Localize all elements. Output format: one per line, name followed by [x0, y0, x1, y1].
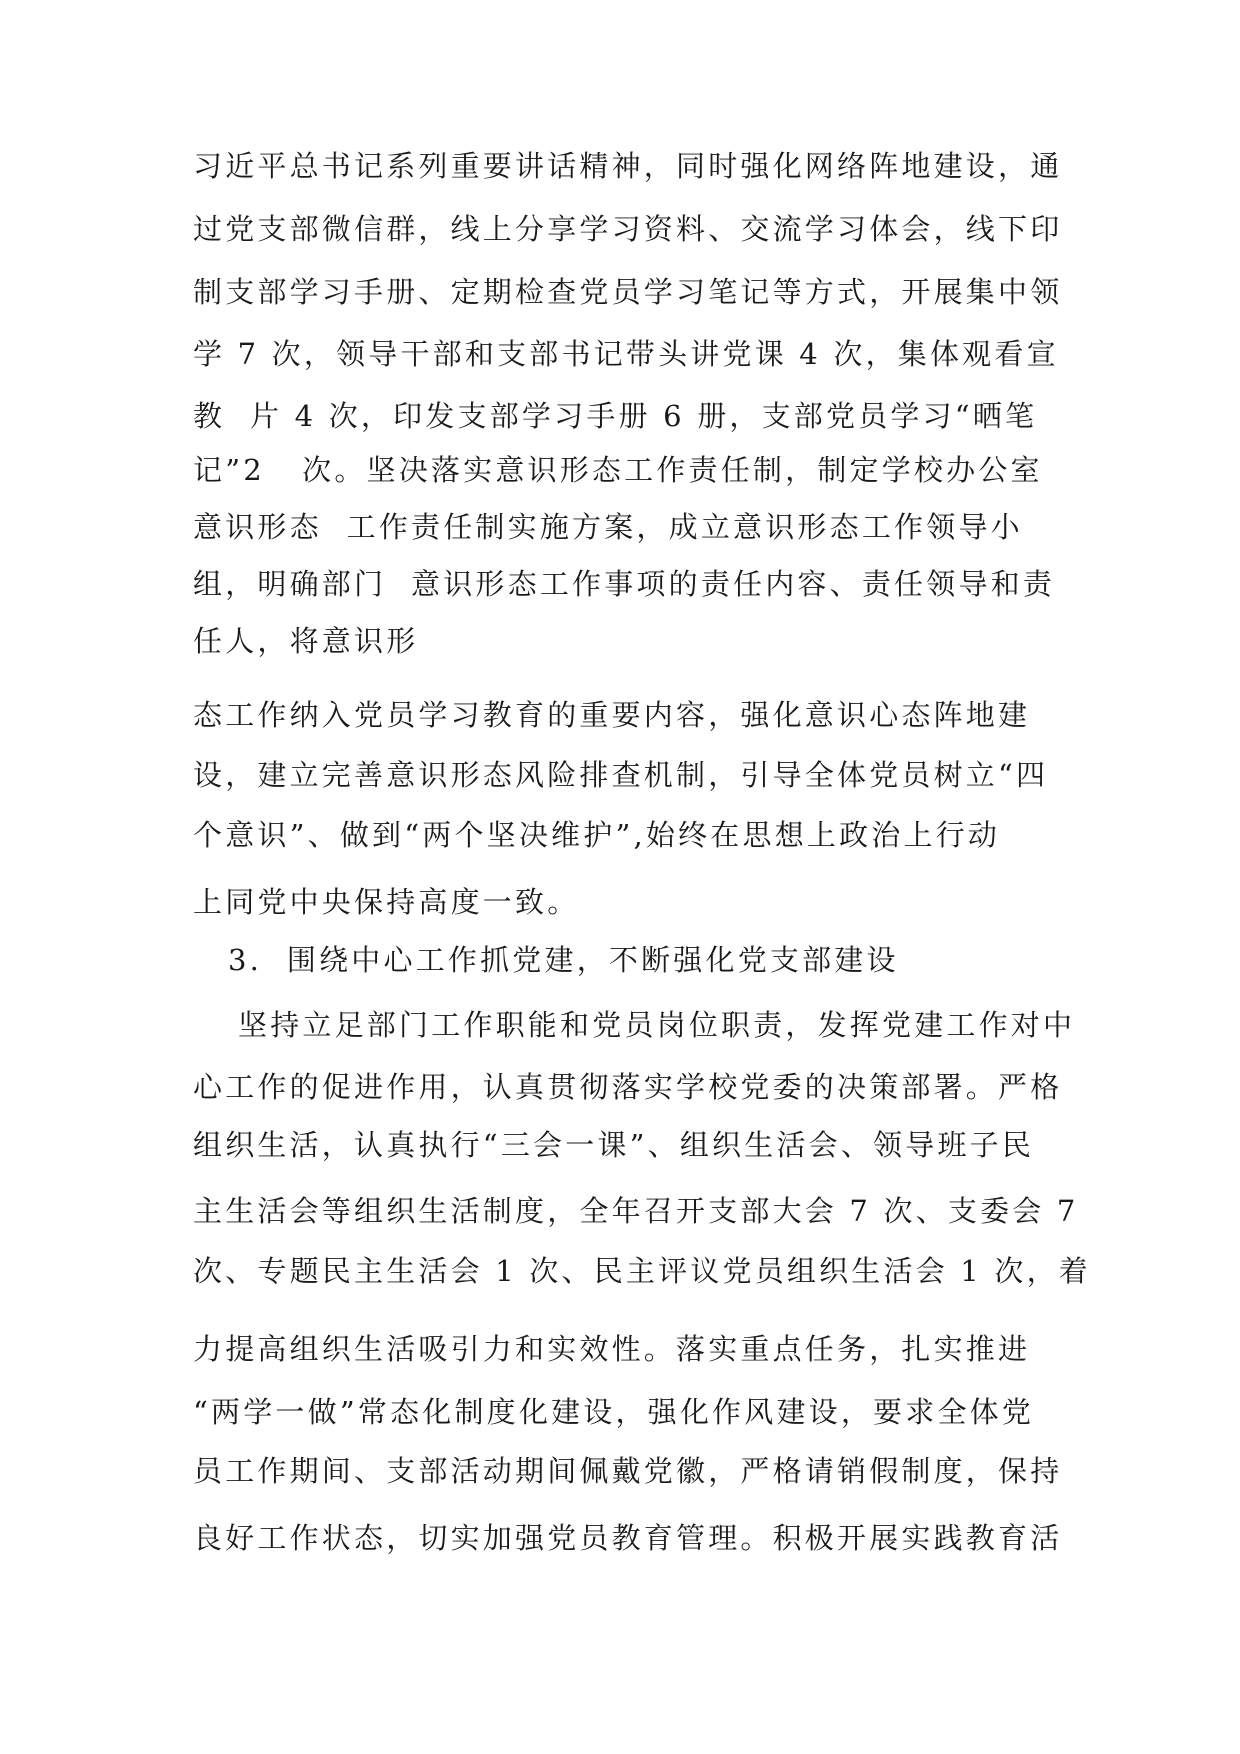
text-line-10: 态工作纳入党员学习教育的重要内容，强化意识心态阵地建: [193, 698, 1031, 732]
text-line-12: 个意识”、做到“两个坚决维护”,始终在思想上政治上行动: [193, 818, 1001, 852]
text-line-8: 组，明确部门 意识形态工作事项的责任内容、责任领导和责: [193, 567, 1056, 601]
text-line-13: 上同党中央保持高度一致。: [193, 885, 580, 919]
text-line-16: 心工作的促进作用，认真贯彻落实学校党委的决策部署。严格: [193, 1070, 1063, 1104]
text-line-3: 制支部学习手册、定期检查党员学习笔记等方式，开展集中领: [193, 275, 1063, 309]
text-line-6: 记”2 次。坚决落实意识形态工作责任制，制定学校办公室: [193, 453, 1043, 487]
text-line-9: 任人，将意识形: [193, 624, 419, 658]
text-line-17: 组织生活，认真执行“三会一课”、组织生活会、领导班子民: [193, 1128, 1035, 1162]
text-line-1: 习近平总书记系列重要讲话精神，同时强化网络阵地建设，通: [193, 149, 1063, 183]
section-heading: 3. 围绕中心工作抓党建，不断强化党支部建设: [228, 943, 899, 977]
text-line-23: 良好工作状态，切实加强党员教育管理。积极开展实践教育活: [193, 1521, 1063, 1555]
text-line-11: 设，建立完善意识形态风险排查机制，引导全体党员树立“四: [193, 758, 1049, 792]
text-line-19: 次、专题民主生活会 1 次、民主评议党员组织生活会 1 次，着: [193, 1254, 1091, 1288]
text-line-20: 力提高组织生活吸引力和实效性。落实重点任务，扎实推进: [193, 1332, 1031, 1366]
text-line-7: 意识形态 工作责任制实施方案，成立意识形态工作领导小: [193, 510, 1023, 544]
text-line-2: 过党支部微信群，线上分享学习资料、交流学习体会，线下印: [193, 212, 1063, 246]
paragraph-first-line: 坚持立足部门工作职能和党员岗位职责，发挥党建工作对中: [238, 1008, 1076, 1042]
text-line-5: 教 片 4 次，印发支部学习手册 6 册，支部党员学习“晒笔: [193, 399, 1038, 433]
text-line-4: 学 7 次，领导干部和支部书记带头讲党课 4 次，集体观看宣: [193, 337, 1059, 371]
text-line-22: 员工作期间、支部活动期间佩戴党徽，严格请销假制度，保持: [193, 1454, 1063, 1488]
text-line-21: “两学一做”常态化制度化建设，强化作风建设，要求全体党: [193, 1395, 1035, 1429]
text-line-18: 主生活会等组织生活制度，全年召开支部大会 7 次、支委会 7: [193, 1194, 1079, 1228]
